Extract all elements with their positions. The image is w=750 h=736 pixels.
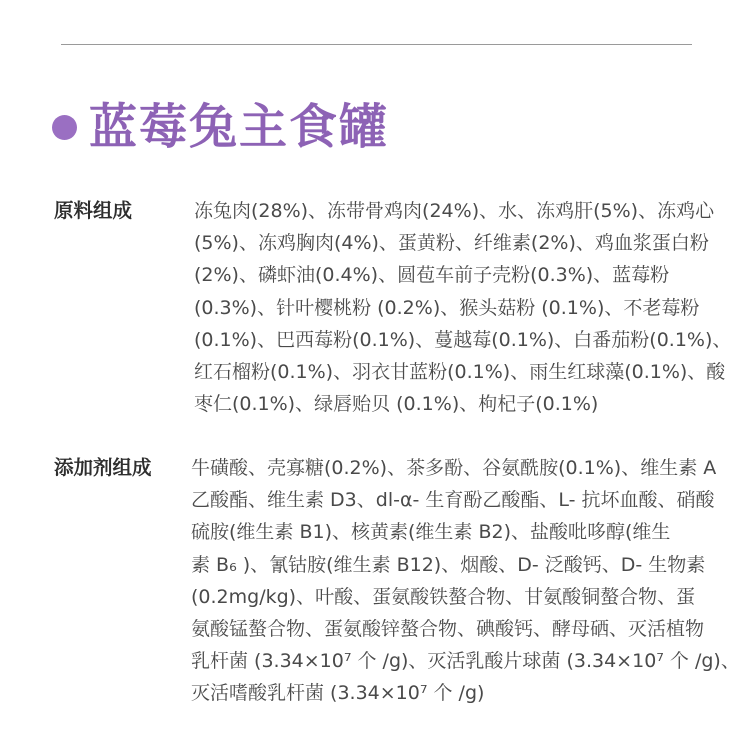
additives-line: (0.2mg/kg)、叶酸、蛋氨酸铁螯合物、甘氨酸铜螯合物、蛋	[191, 585, 696, 608]
additives-text	[191, 452, 740, 710]
ingredients-line: (0.3%)、针叶樱桃粉 (0.2%)、猴头菇粉 (0.1%)、不老莓粉	[194, 296, 700, 319]
bullet-dot-icon	[52, 115, 77, 140]
additives-line: 乙酸酯、维生素 D3、dl-α- 生育酚乙酸酯、L- 抗坏血酸、硝酸	[191, 489, 715, 512]
additives-label: 添加剂组成	[54, 456, 152, 479]
page-title: 蓝莓兔主食罐	[89, 99, 390, 155]
top-divider	[61, 44, 692, 45]
ingredients-label: 原料组成	[54, 199, 133, 222]
additives-line: 氨酸锰螯合物、蛋氨酸锌螯合物、碘酸钙、酵母硒、灭活植物	[191, 618, 705, 641]
ingredients-line: (0.1%)、巴西莓粉(0.1%)、蔓越莓(0.1%)、白番茄粉(0.1%)、	[194, 328, 732, 351]
title-row	[52, 92, 389, 162]
additives-line: 乳杆菌 (3.34×10⁷ 个 /g)、灭活乳酸片球菌 (3.34×10⁷ 个 /g)、	[191, 650, 740, 673]
ingredients-line: (5%)、冻鸡胸肉(4%)、蛋黄粉、纤维素(2%)、鸡血浆蛋白粉	[194, 232, 709, 255]
additives-line: 素 B₆ )、氰钴胺(维生素 B12)、烟酸、D- 泛酸钙、D- 生物素	[191, 553, 706, 576]
additives-line: 灭活嗜酸乳杆菌 (3.34×10⁷ 个 /g)	[191, 682, 485, 705]
ingredients-line: 枣仁(0.1%)、绿唇贻贝 (0.1%)、枸杞子(0.1%)	[194, 393, 599, 416]
ingredients-line: (2%)、磷虾油(0.4%)、圆苞车前子壳粉(0.3%)、蓝莓粉	[194, 264, 670, 287]
ingredients-section	[54, 195, 732, 420]
ingredients-text	[194, 195, 732, 420]
ingredients-line: 冻兔肉(28%)、冻带骨鸡肉(24%)、水、冻鸡肝(5%)、冻鸡心	[194, 200, 715, 222]
additives-line: 牛磺酸、壳寡糖(0.2%)、茶多酚、谷氨酰胺(0.1%)、维生素 A	[191, 457, 717, 479]
ingredients-line: 红石榴粉(0.1%)、羽衣甘蓝粉(0.1%)、雨生红球藻(0.1%)、酸	[194, 361, 726, 384]
additives-line: 硫胺(维生素 B1)、核黄素(维生素 B2)、盐酸吡哆醇(维生	[191, 521, 671, 544]
additives-section	[54, 452, 740, 710]
